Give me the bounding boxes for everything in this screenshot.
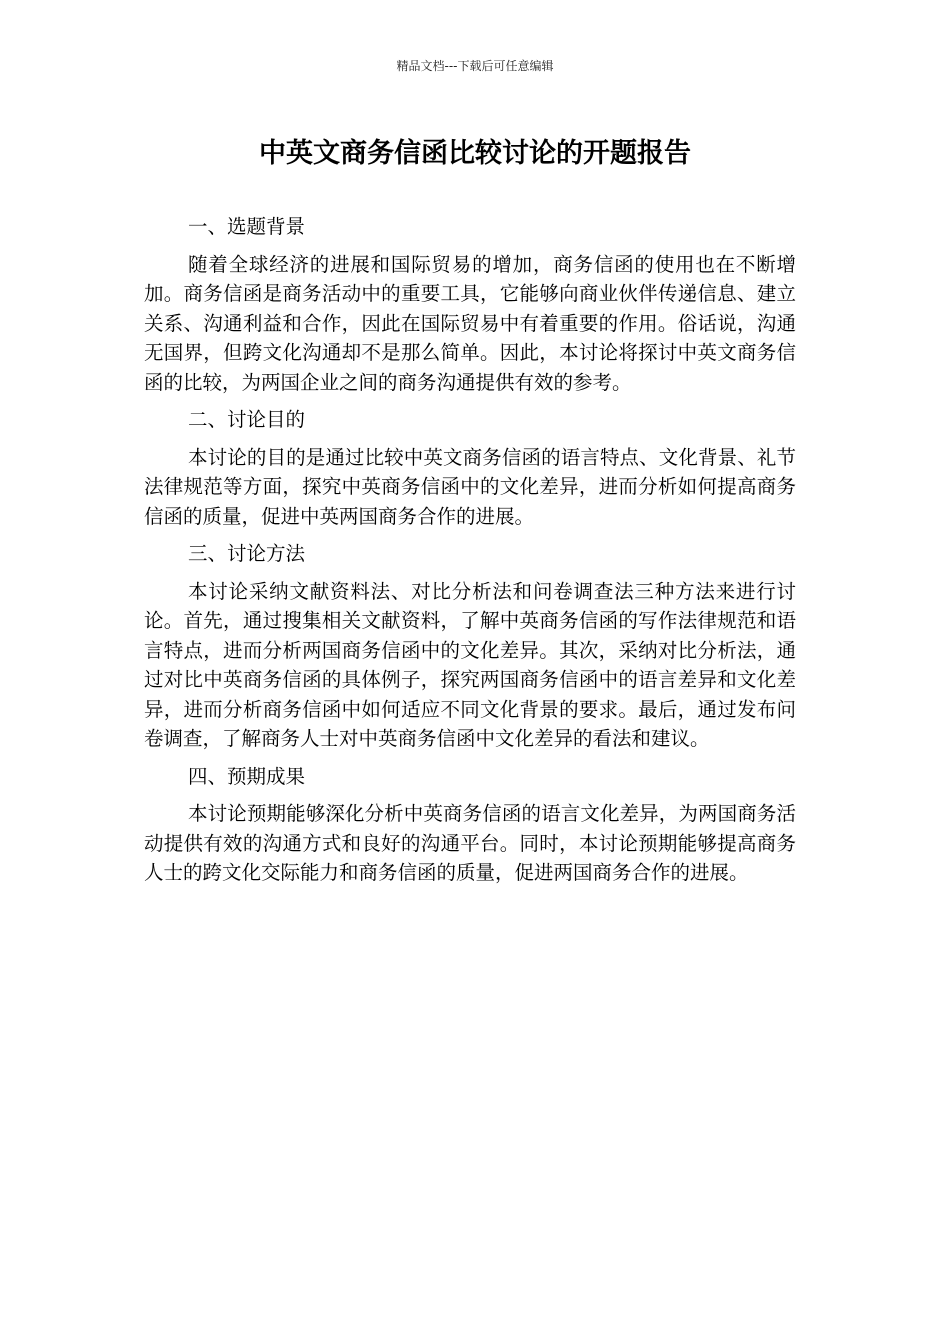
section-heading: 三、讨论方法 [188, 542, 306, 565]
section-purpose [144, 405, 796, 531]
header-note: 精品文档---下载后可任意编辑 [396, 59, 554, 73]
section-paragraph: 本讨论的目的是通过比较中英文商务信函的语言特点、文化背景、礼节法律规范等方面，探究中英商务信函中的文化差异，进而分析如何提高商务信函的质量，促进中英两国商务合作的进展。 [144, 445, 796, 528]
section-background [144, 212, 796, 397]
document-title: 中英文商务信函比较讨论的开题报告 [259, 138, 691, 169]
section-heading: 四、预期成果 [188, 764, 306, 788]
section-method [144, 539, 796, 754]
document-body [144, 212, 796, 896]
section-expected-results [144, 762, 796, 888]
section-paragraph: 本讨论预期能够深化分析中英商务信函的语言文化差异，为两国商务活动提供有效的沟通方式和良好的沟通平台。同时，本讨论预期能够提高商务人士的跨文化交际能力和商务信函的质量，促进两国商务合作的进展。 [144, 802, 796, 884]
section-paragraph: 本讨论采纳文献资料法、对比分析法和问卷调查法三种方法来进行讨论。首先，通过搜集相关文献资料，了解中英商务信函的写作法律规范和语言特点，进而分析两国商务信函中的文化差异。其次，采纳对比分析法，通过对比中英商务信函的具体例子，探究两国商务信函中的语言差异和文化差异，进而分析商务信函中如何适应不同文化背景的要求。最后，通过发布问卷调查，了解商务人士对中英商务信函中文化差异的看法和建议。 [144, 579, 796, 750]
section-heading: 一、选题背景 [188, 215, 306, 238]
section-paragraph: 随着全球经济的进展和国际贸易的增加，商务信函的使用也在不断增加。商务信函是商务活动中的重要工具，它能够向商业伙伴传递信息、建立关系、沟通利益和合作，因此在国际贸易中有着重要的作用。俗话说，沟通无国界，但跨文化沟通却不是那么简单。因此，本讨论将探讨中英文商务信函的比较，为两国企业之间的商务沟通提供有效的参考。 [144, 252, 796, 394]
section-heading: 二、讨论目的 [188, 408, 306, 431]
